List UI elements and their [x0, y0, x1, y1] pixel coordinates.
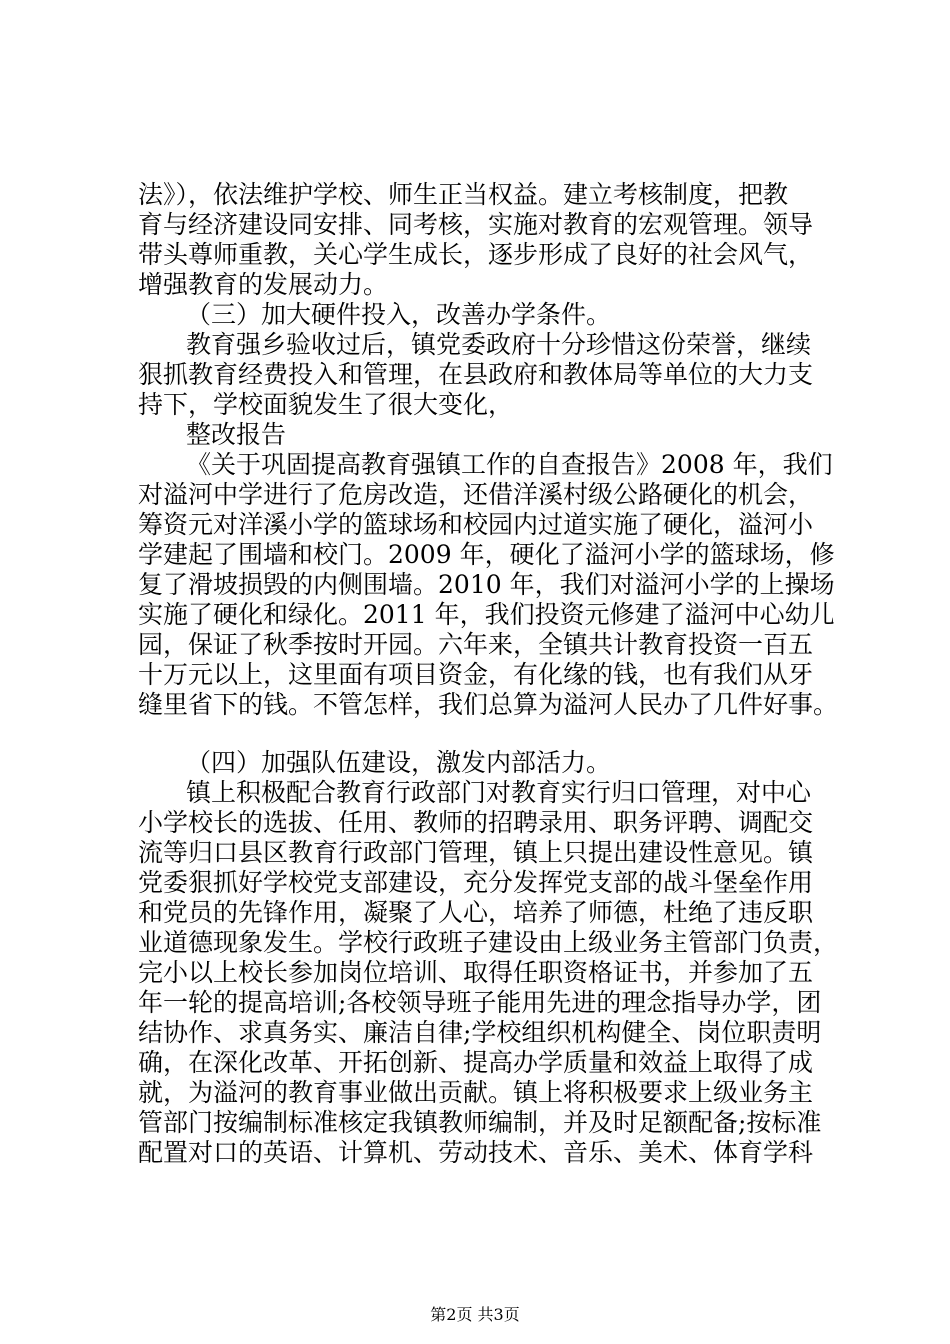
text-line: 业道德现象发生。学校行政班子建设由上级业务主管部门负责，	[138, 928, 839, 957]
text-line: 就，为溢河的教育事业做出贡献。镇上将积极要求上级业务主	[138, 1078, 814, 1107]
text-line: 缝里省下的钱。不管怎样，我们总算为溢河人民办了几件好事。	[138, 690, 839, 719]
text-line: 年一轮的提高培训;各校领导班子能用先进的理念指导办学，团	[138, 988, 822, 1017]
text-line: 筹资元对洋溪小学的篮球场和校园内过道实施了硬化，溢河小	[138, 510, 814, 539]
text-line: 完小以上校长参加岗位培训、取得任职资格证书，并参加了五	[138, 958, 814, 987]
section-heading-3: （三）加大硬件投入，改善办学条件。	[186, 300, 612, 329]
text-line: 学建起了围墙和校门。2009 年，硬化了溢河小学的篮球场，修	[138, 540, 835, 569]
page-number: 第2页 共3页	[430, 1305, 520, 1324]
text-line: 管部门按编制标准核定我镇教师编制，并及时足额配备;按标准	[138, 1108, 822, 1137]
text-line: 育与经济建设同安排、同考核，实施对教育的宏观管理。领导	[138, 210, 814, 239]
text-line: 狠抓教育经费投入和管理，在县政府和教体局等单位的大力支	[138, 360, 814, 389]
text-line: 增强教育的发展动力。	[138, 270, 389, 299]
text-line: 和党员的先锋作用，凝聚了人心，培养了师德，杜绝了违反职	[138, 898, 814, 927]
text-line: 流等归口县区教育行政部门管理，镇上只提出建设性意见。镇	[138, 838, 814, 867]
text-line: 法》），依法维护学校、师生正当权益。建立考核制度，把教	[138, 180, 789, 209]
text-line: 十万元以上，这里面有项目资金，有化缘的钱，也有我们从牙	[138, 660, 814, 689]
text-line: 带头尊师重教，关心学生成长，逐步形成了良好的社会风气，	[138, 240, 814, 269]
text-line: 镇上积极配合教育行政部门对教育实行归口管理，对中心	[186, 778, 812, 807]
text-line: 《关于巩固提高教育强镇工作的自查报告》2008 年，我们	[186, 450, 833, 479]
text-line: 教育强乡验收过后，镇党委政府十分珍惜这份荣誉，继续	[186, 330, 812, 359]
section-heading-4: （四）加强队伍建设，激发内部活力。	[186, 748, 612, 777]
text-line: 持下，学校面貌发生了很大变化，	[138, 390, 514, 419]
text-line: 确，在深化改革、开拓创新、提高办学质量和效益上取得了成	[138, 1048, 814, 1077]
text-line: 配置对口的英语、计算机、劳动技术、音乐、美术、体育学科	[138, 1138, 814, 1167]
text-line: 对溢河中学进行了危房改造，还借洋溪村级公路硬化的机会，	[138, 480, 814, 509]
text-line: 小学校长的选拔、任用、教师的招聘录用、职务评聘、调配交	[138, 808, 814, 837]
text-line: 园，保证了秋季按时开园。六年来，全镇共计教育投资一百五	[138, 630, 814, 659]
text-line: 结协作、求真务实、廉洁自律;学校组织机构健全、岗位职责明	[138, 1018, 822, 1047]
subheading-rectification-report: 整改报告	[186, 420, 287, 449]
text-line: 复了滑坡损毁的内侧围墙。2010 年，我们对溢河小学的上操场	[138, 570, 835, 599]
text-line: 党委狠抓好学校党支部建设，充分发挥党支部的战斗堡垒作用	[138, 868, 814, 897]
text-line: 实施了硬化和绿化。2011 年，我们投资元修建了溢河中心幼儿	[138, 600, 835, 629]
